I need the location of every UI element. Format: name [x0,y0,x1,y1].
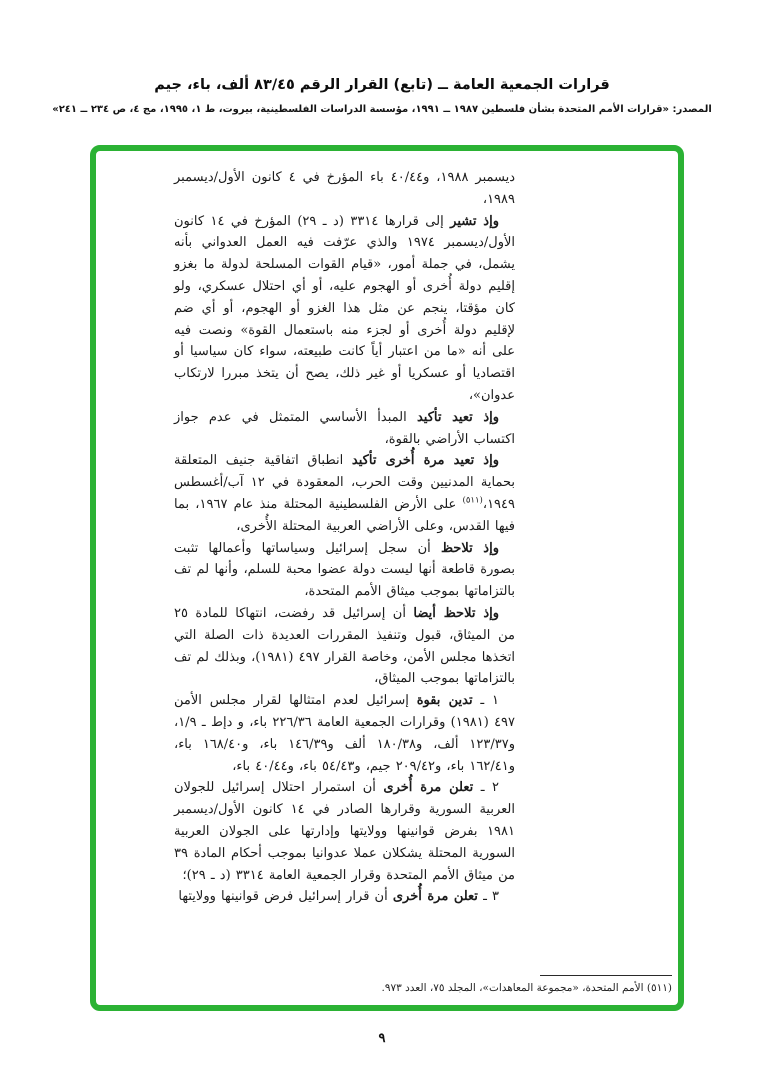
green-document-frame [90,145,684,1011]
page-title: قرارات الجمعية العامة ــ (تابع) القرار الرقم ٨٣/٤٥ ألف، باء، جيم [154,77,610,93]
paragraph-lead: وإذ تعيد مرة أُخرى تأكيد [351,453,499,469]
paragraph-text: أن استمرار احتلال إسرائيل للجولان العربية السورية وقرارها الصادر في ١٤ كانون الأول/ديسمبر ١٩٨١ بفرض قوانينها وولايتها وإدارتها على الجولان العربية السورية المحتلة يشكلان عملا عدوانيا بموجب أحكام المادة ٣٩ من ميثاق الأمم المتحدة وقرار الجمعية العامة ٣٣١٤ (د ـ ٢٩)؛ [174,780,515,883]
paragraph-number: ١ ـ [472,693,500,709]
paragraph-lead: وإذ تلاحظ أيضا [413,605,499,621]
source-line: المصدر: «قرارات الأمم المتحدة بشأن فلسطين ١٩٨٧ ــ ١٩٩١، مؤسسة الدراسات الفلسطينية، بيروت، ط ١، ١٩٩٥، مج ٤، ص ٢٣٤ ــ ٢٤١» [52,104,712,115]
paragraph-text: أن سجل إسرائيل وسياساتها وأعمالها تثبت بصورة قاطعة أنها ليست دولة عضوا محبة للسلم، وأنها لم تف بالتزاماتها بموجب ميثاق الأمم المتحدة، [174,540,515,600]
paragraph-text: إلى قرارها ٣٣١٤ (د ـ ٢٩) المؤرخ في ١٤ كانون الأول/ديسمبر ١٩٧٤ والذي عرّفت فيه العمل العدواني بأنه يشمل، في جملة أمور، «قيام القوات المسلحة لدولة ما بغزو إقليم دولة أُخرى أو الهجوم عليه، أو أي احتلال عسكري، ولو كان مؤقتا، ينجم عن مثل هذا الغزو أو الهجوم، أو أي ضم لإقليم دولة أُخرى أو لجزء منه باستعمال القوة» ونصت فيه على أنه «ما من اعتبار أياً كانت طبيعته، سواء كان سياسيا أو اقتصاديا أو عسكريا أو غير ذلك، يصح أن يتخذ مبررا لارتكاب عدوان»، [174,213,515,403]
preambular-paragraph [174,407,515,451]
operative-paragraph-1 [174,690,515,777]
paragraph-text: إسرائيل لعدم امتثالها لقرار مجلس الأمن ٤٩٧ (١٩٨١) وقرارات الجمعية العامة ٢٢٦/٣٦ باء، و دإط ـ ١/٩، و١٢٣/٣٧ ألف، و١٨٠/٣٨ ألف و١٤٦/٣٩ باء، و١٦٨/٤٠ باء، و١٦٢/٤١ باء، و٢٠٩/٤٢ جيم، و٥٤/٤٣ باء، و٤٠/٤٤ باء، [174,693,516,774]
paragraph-text: أن قرار إسرائيل فرض قوانينها وولايتها [178,889,393,905]
paragraph-text: المبدأ الأساسي المتمثل في عدم جواز اكتساب الأراضي بالقوة، [174,409,515,447]
paragraph-lead: وإذ تلاحظ [440,540,499,556]
paragraph-lead: تعلن مرة أُخرى [392,889,478,905]
paragraph-lead: تدين بقوة [416,693,473,709]
operative-paragraph-3 [174,886,515,908]
preambular-paragraph [174,211,515,407]
footnote-block [300,975,672,995]
paragraph-lead: وإذ تعيد تأكيد [416,409,499,425]
preambular-paragraph [174,603,515,690]
operative-paragraph-2 [174,777,515,886]
paragraph-text: على الأرض الفلسطينية المحتلة منذ عام ١٩٦٧، بما فيها القدس، وعلى الأراضي العربية المحتلة الأُخرى، [174,496,515,534]
paragraph-text: ديسمبر ١٩٨٨، و٤٠/٤٤ باء المؤرخ في ٤ كانون الأول/ديسمبر ١٩٨٩، [174,170,516,207]
footnote-separator [540,975,672,976]
preambular-paragraph [174,450,515,537]
resolution-text-column [174,167,515,908]
paragraph-number: ٣ ـ [477,889,499,905]
paragraph-text: أن إسرائيل قد رفضت، انتهاكا للمادة ٢٥ من الميثاق، قبول وتنفيذ المقررات العديدة ذات الصلة التي اتخذها مجلس الأمن، وخاصة القرار ٤٩٧ (١٩٨١)، وبذلك لم تف بالتزاماتها بموجب الميثاق، [174,605,515,687]
preambular-paragraph [174,538,515,603]
paragraph-text: انطباق اتفاقية جنيف المتعلقة بحماية المدنيين وقت الحرب، المعقودة في ١٢ آب/أغسطس ١٩٤٩، [174,453,515,512]
paragraph-lead: وإذ تشير [450,213,499,229]
paragraph-lead: تعلن مرة أُخرى [383,780,474,796]
paragraph-continuation [174,167,515,211]
footnote-text: (٥١١) الأمم المتحدة، «مجموعة المعاهدات»، المجلد ٧٥، العدد ٩٧٣. [381,982,672,994]
footnote-reference: (٥١١) [462,495,483,506]
paragraph-number: ٢ ـ [473,780,499,796]
page-number: ٩ [378,1031,386,1046]
